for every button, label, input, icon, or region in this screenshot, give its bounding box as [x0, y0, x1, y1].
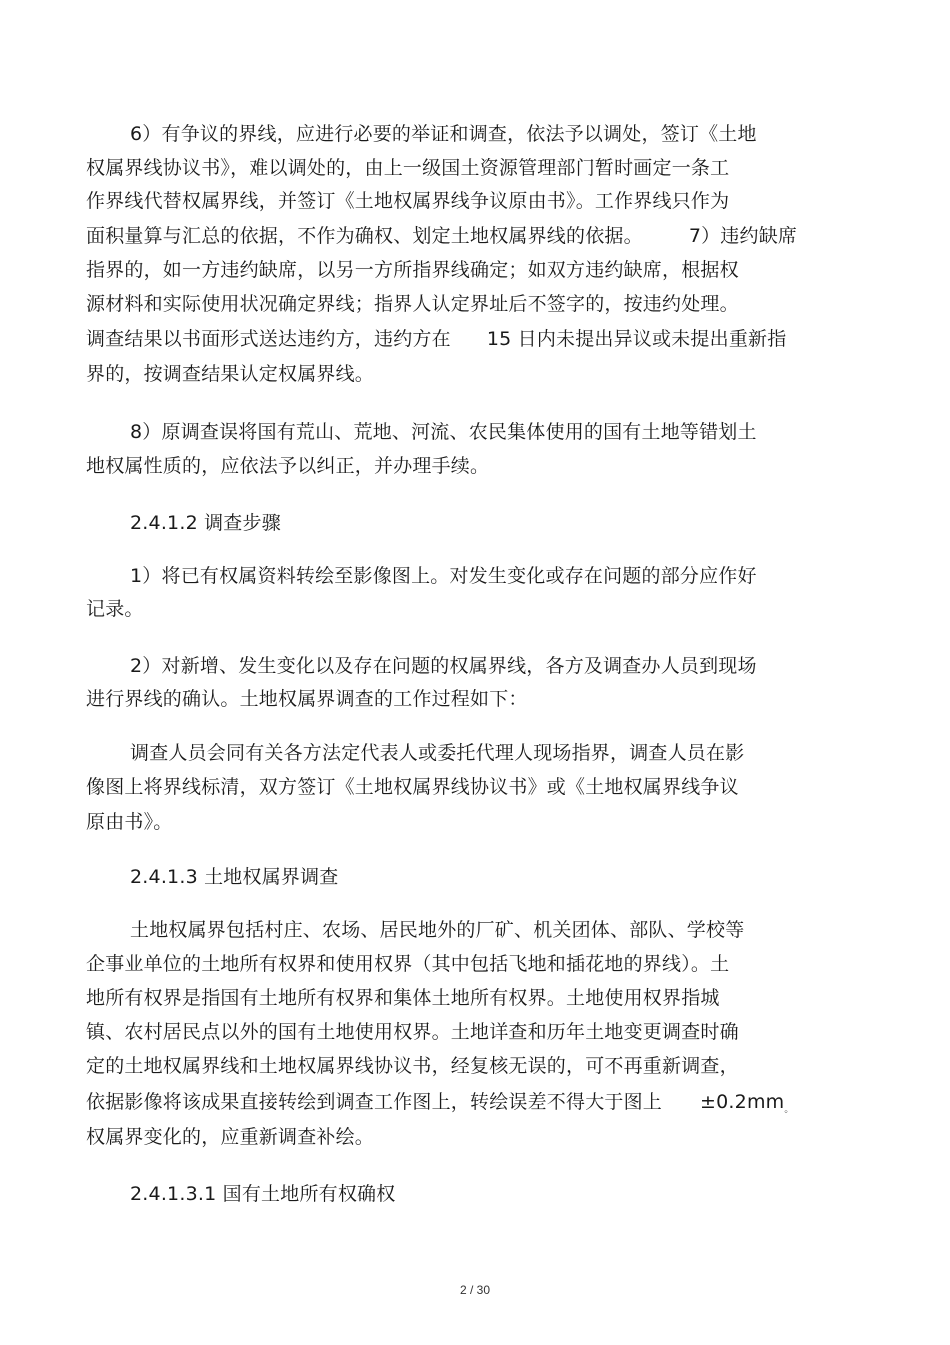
line-segment: 面积量算与汇总的依据，不作为确权、划定土地权属界线的依据。: [86, 225, 643, 247]
paragraph-line: 进行界线的确认。土地权属界调查的工作过程如下：: [86, 688, 528, 710]
paragraph-line: 界的，按调查结果认定权属界线。: [86, 363, 375, 385]
paragraph-line: 定的土地权属界线和土地权属界线协议书，经复核无误的，可不再重新调查，: [86, 1055, 739, 1077]
section-heading: 2.4.1.2 调查步骤: [130, 512, 281, 534]
line-segment: 7）违约缺席: [688, 225, 798, 247]
paragraph-line: [86, 1090, 794, 1122]
paragraph-line: 指界的，如一方违约缺席，以另一方所指界线确定；如双方违约缺席，根据权: [86, 259, 739, 281]
paragraph-line: 调查人员会同有关各方法定代表人或委托代理人现场指界，调查人员在影: [130, 742, 745, 764]
paragraph-line: 2）对新增、发生变化以及存在问题的权属界线，各方及调查办人员到现场: [130, 655, 757, 677]
paragraph-line: [86, 327, 786, 351]
paragraph-line: 企事业单位的土地所有权界和使用权界（其中包括飞地和插花地的界线）。土: [86, 953, 730, 975]
paragraph-line: 镇、农村居民点以外的国有土地使用权界。土地详查和历年土地变更调查时确: [86, 1021, 739, 1043]
paragraph-line: 原由书》。: [86, 811, 173, 833]
paragraph-line: 地所有权界是指国有土地所有权界和集体土地所有权界。土地使用权界指城: [86, 987, 720, 1009]
line-segment: ±0.2mm: [700, 1091, 785, 1113]
paragraph-line: 土地权属界包括村庄、农场、居民地外的厂矿、机关团体、部队、学校等: [130, 919, 745, 941]
paragraph-line: [86, 224, 797, 248]
line-segment: 调查结果以书面形式送达违约方，违约方在: [86, 328, 451, 350]
paragraph-line: 1）将已有权属资料转绘至影像图上。对发生变化或存在问题的部分应作好: [130, 565, 757, 587]
paragraph-line: 地权属性质的，应依法予以纠正，并办理手续。: [86, 455, 490, 477]
line-segment: 。: [784, 1105, 794, 1115]
page-indicator: 2 / 30: [459, 1283, 491, 1297]
section-heading: 2.4.1.3.1 国有土地所有权确权: [130, 1183, 396, 1205]
paragraph-line: 像图上将界线标清，双方签订《土地权属界线协议书》或《土地权属界线争议: [86, 776, 739, 798]
paragraph-line: 权属界变化的，应重新调查补绘。: [86, 1126, 375, 1148]
line-segment: 15 日内未提出异议或未提出重新指: [486, 328, 787, 350]
paragraph-line: 8）原调查误将国有荒山、荒地、河流、农民集体使用的国有土地等错划土: [130, 421, 757, 443]
paragraph-line: 记录。: [86, 598, 144, 620]
paragraph-line: 源材料和实际使用状况确定界线；指界人认定界址后不签字的，按违约处理。: [86, 293, 739, 315]
paragraph-line: 权属界线协议书》，难以调处的，由上一级国土资源管理部门暂时画定一条工: [86, 157, 730, 179]
section-heading: 2.4.1.3 土地权属界调查: [130, 866, 339, 888]
paragraph-line: 作界线代替权属界线，并签订《土地权属界线争议原由书》。工作界线只作为: [86, 190, 730, 212]
line-segment: 依据影像将该成果直接转绘到调查工作图上，转绘误差不得大于图上: [86, 1091, 663, 1113]
paragraph-line: 6）有争议的界线，应进行必要的举证和调查，依法予以调处，签订《土地: [130, 123, 757, 145]
